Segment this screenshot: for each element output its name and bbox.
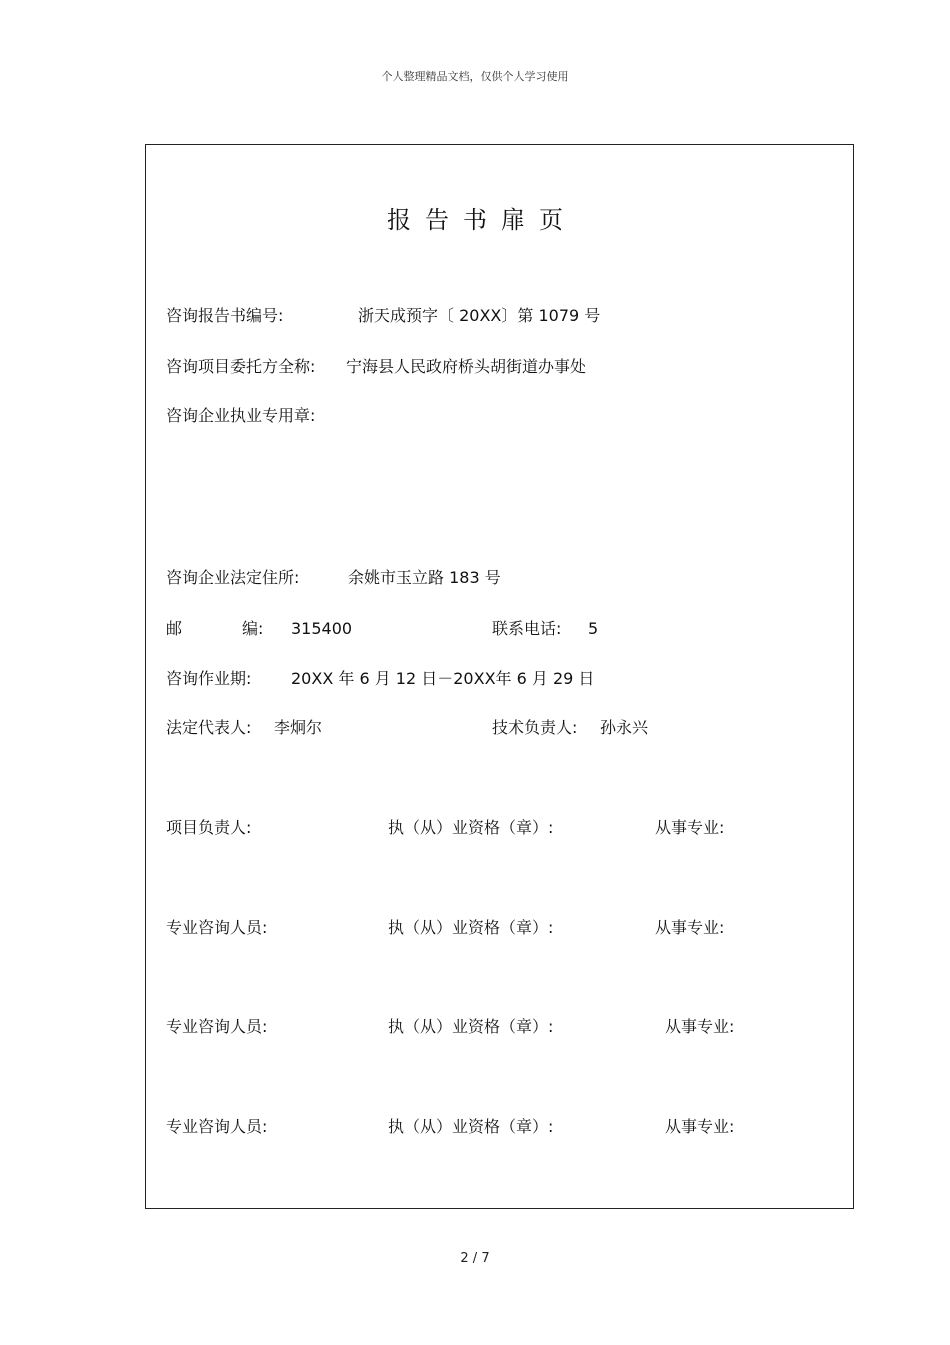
phone-value: 5: [588, 619, 599, 638]
report-number-value: 浙天成预字〔 20XX〕第 1079 号: [358, 306, 601, 325]
tech-lead-value: 孙永兴: [600, 718, 649, 737]
tech-lead-label: 技术负责人:: [492, 718, 578, 737]
period-label: 咨询作业期:: [166, 669, 252, 688]
legal-rep-label: 法定代表人:: [166, 718, 252, 737]
personnel-role: 专业咨询人员:: [166, 1117, 268, 1136]
page-number: 2 / 7: [460, 1251, 490, 1266]
phone-label: 联系电话:: [492, 619, 562, 638]
personnel-qualification: 执（从）业资格（章）:: [388, 1117, 554, 1136]
personnel-qualification: 执（从）业资格（章）:: [388, 818, 554, 837]
address-label: 咨询企业法定住所:: [166, 568, 300, 587]
personnel-qualification: 执（从）业资格（章）:: [388, 918, 554, 937]
postcode-value: 315400: [291, 619, 353, 638]
address-value: 余姚市玉立路 183 号: [348, 568, 501, 587]
postcode-label-part2: 编:: [242, 619, 264, 638]
period-value: 20XX 年 6 月 12 日－20XX年 6 月 29 日: [291, 669, 595, 688]
personnel-specialty: 从事专业:: [655, 818, 725, 837]
client-label: 咨询项目委托方全称:: [166, 357, 316, 376]
personnel-specialty: 从事专业:: [655, 918, 725, 937]
legal-rep-value: 李炯尔: [274, 718, 323, 737]
personnel-qualification: 执（从）业资格（章）:: [388, 1017, 554, 1036]
personnel-role: 项目负责人:: [166, 818, 252, 837]
personnel-role: 专业咨询人员:: [166, 918, 268, 937]
personnel-role: 专业咨询人员:: [166, 1017, 268, 1036]
report-number-label: 咨询报告书编号:: [166, 306, 284, 325]
postcode-label-part1: 邮: [166, 619, 183, 638]
seal-label: 咨询企业执业专用章:: [166, 406, 316, 425]
page-title: 报告书扉页: [387, 206, 577, 234]
personnel-specialty: 从事专业:: [665, 1117, 735, 1136]
personnel-specialty: 从事专业:: [665, 1017, 735, 1036]
client-value: 宁海县人民政府桥头胡街道办事处: [346, 357, 587, 376]
page-header-note: 个人整理精品文档，仅供个人学习使用: [381, 70, 569, 83]
